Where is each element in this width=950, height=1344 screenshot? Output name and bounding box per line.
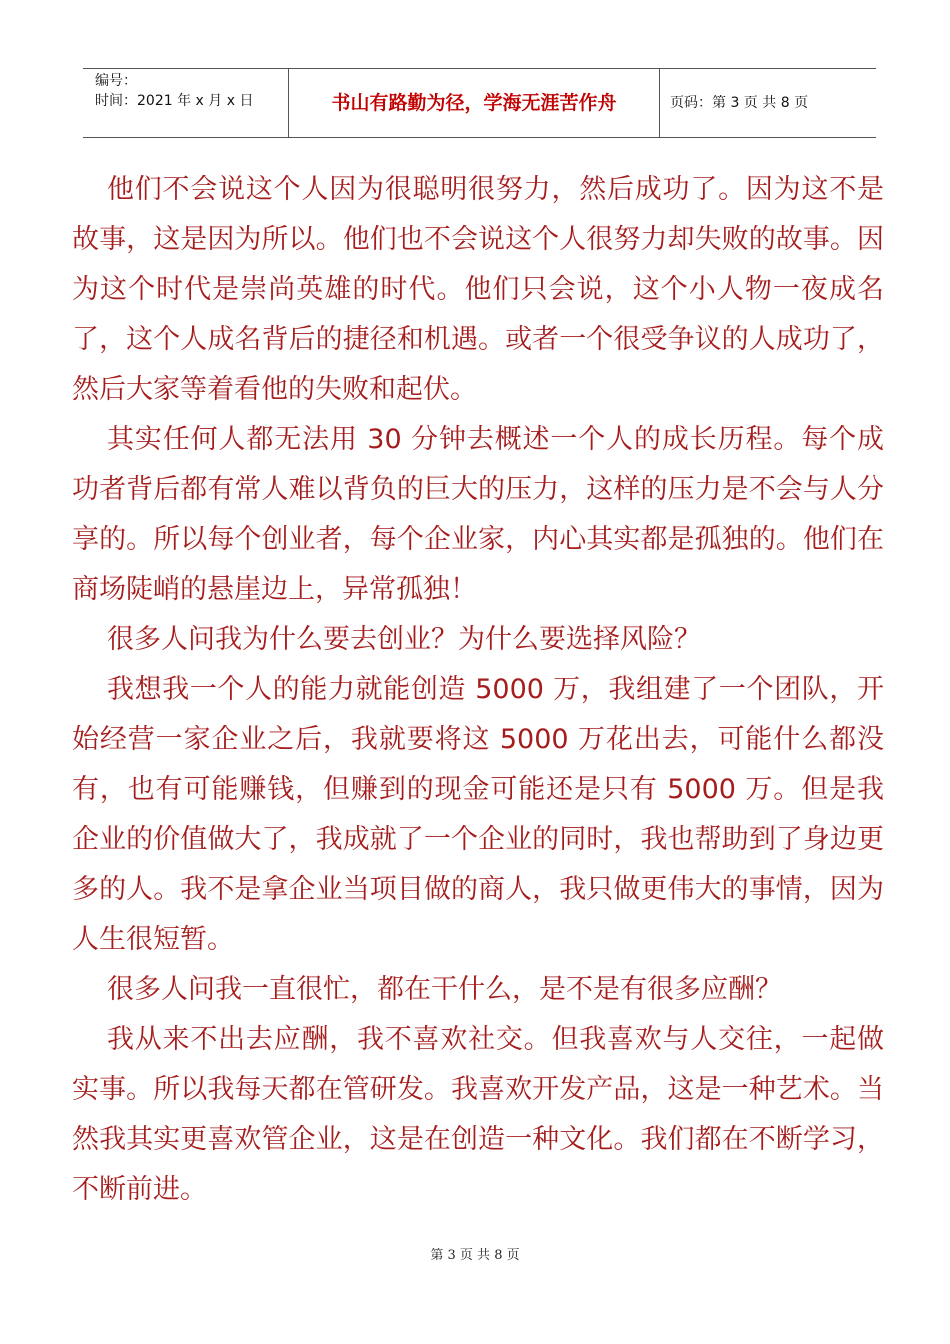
header-page-info: 页码：第 3 页 共 8 页 [670,95,809,111]
paragraph: 其实任何人都无法用 30 分钟去概述一个人的成长历程。每个成功者背后都有常人难以背负的巨大的压力，这样的压力是不会与人分享的。所以每个创业者，每个企业家，内心其实都是孤独的。他们在商场陡峭的悬崖边上，异常孤独！ [72,424,884,605]
page-footer: 第 3 页 共 8 页 [430,1248,520,1263]
date-label: 时间：2021 年 x 月 x 日 [95,93,254,109]
header-meta [83,69,288,137]
header-motto: 书山有路勤为径，学海无涯苦作舟 [288,69,660,137]
paragraph: 很多人问我为什么要去创业？为什么要选择风险？ [107,624,701,655]
serial-number-label: 编号： [95,73,137,89]
paragraph: 我从来不出去应酬，我不喜欢社交。但我喜欢与人交往，一起做实事。所以我每天都在管研发。我喜欢开发产品，这是一种艺术。当然我其实更喜欢管企业，这是在创造一种文化。我们都在不断学习，不断前进。 [72,1024,884,1205]
document-header [83,68,876,138]
paragraph: 他们不会说这个人因为很聪明很努力，然后成功了。因为这不是故事，这是因为所以。他们也不会说这个人很努力却失败的故事。因为这个时代是崇尚英雄的时代。他们只会说，这个小人物一夜成名了，这个人成名背后的捷径和机遇。或者一个很受争议的人成功了，然后大家等着看他的失败和起伏。 [72,174,884,405]
paragraph: 很多人问我一直很忙，都在干什么，是不是有很多应酬？ [107,974,782,1005]
paragraph: 我想我一个人的能力就能创造 5000 万，我组建了一个团队，开始经营一家企业之后，我就要将这 5000 万花出去，可能什么都没有，也有可能赚钱，但赚到的现金可能还是只有 5000 万。但是我企业的价值做大了，我成就了一个企业的同时，我也帮助到了身边更多的人。我不是拿企业当项目做的商人，我只做更伟大的事情，因为人生很短暂。 [72,674,884,955]
document-body [72,165,884,1215]
